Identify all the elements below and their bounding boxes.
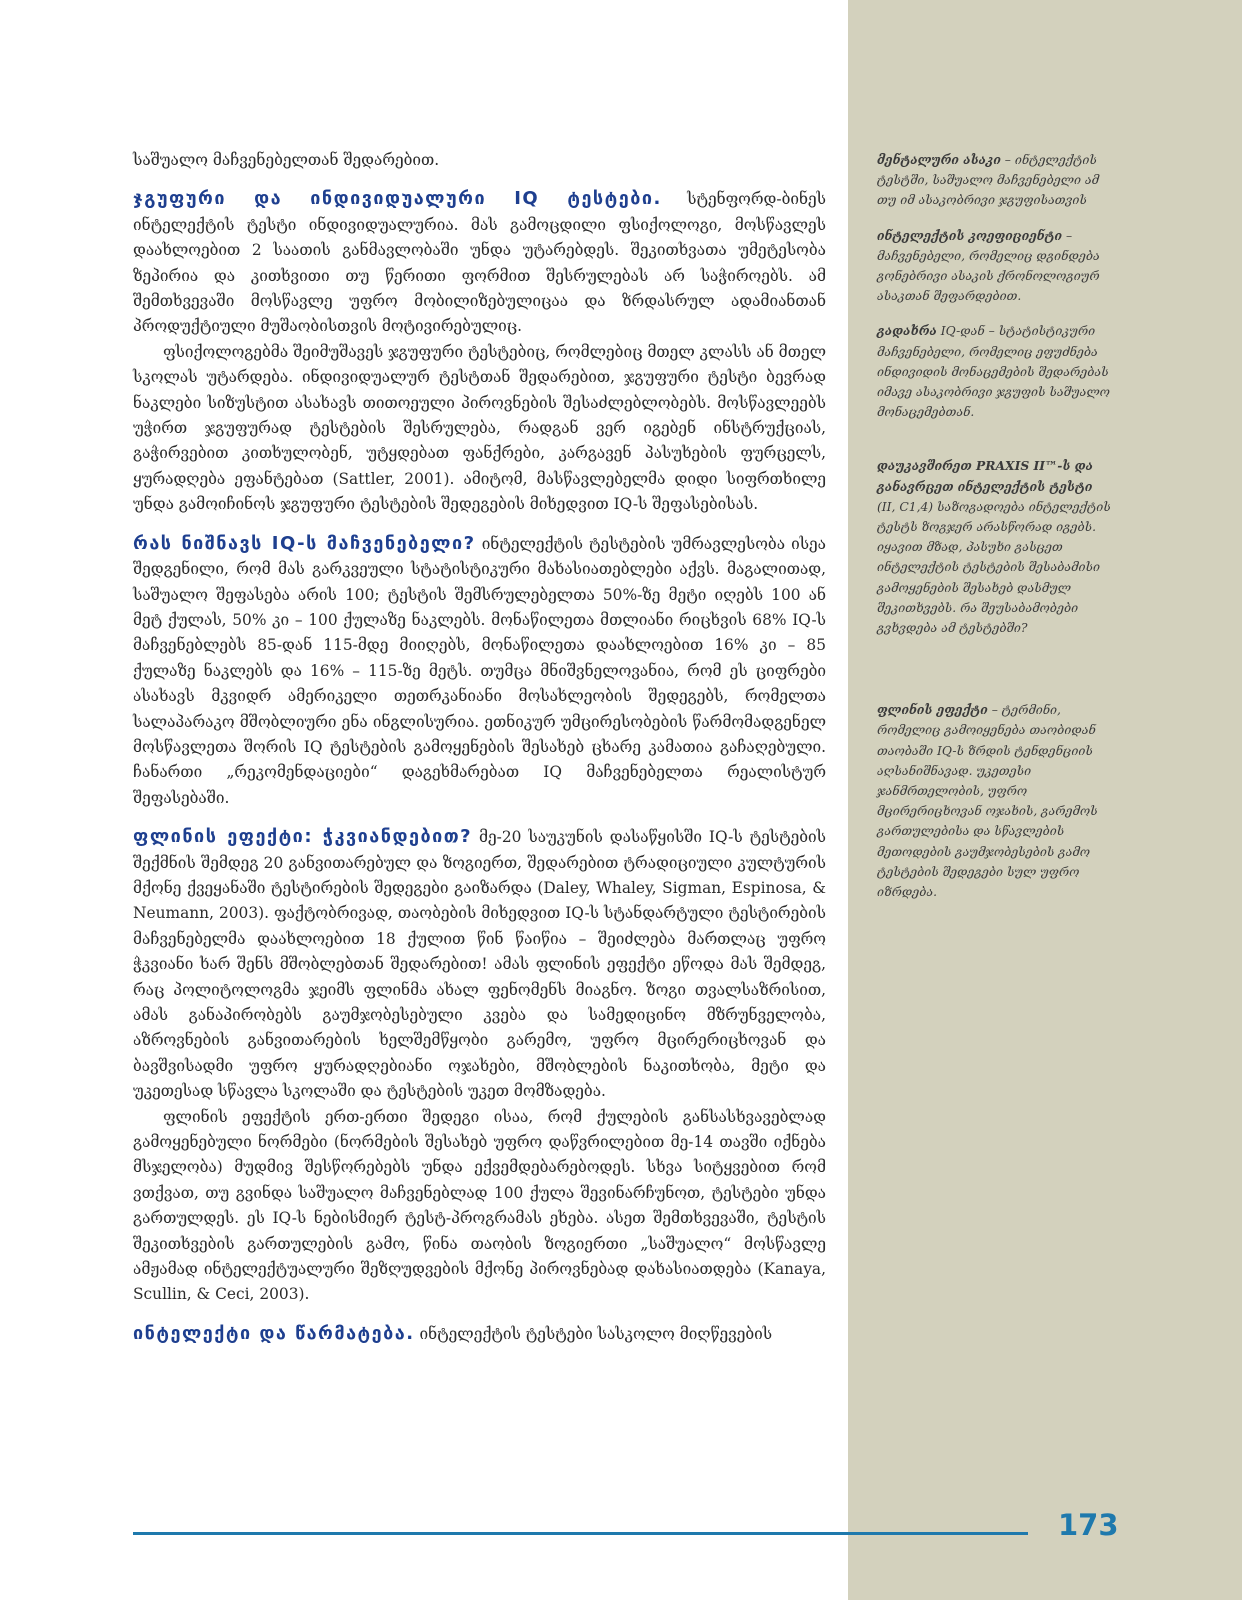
section-heading: რას ნიშნავს IQ-ს მაჩვენებელი? xyxy=(133,532,476,554)
glossary-definition: – მაჩვენებელი, რომელიც დგინდება გონებრივი ასაკის ქრონოლოგიურ ასაკთან შეფარდებით. xyxy=(877,228,1100,304)
paragraph-text: ინტელექტის ტესტები სასკოლო მიღწევების xyxy=(419,1324,773,1343)
glossary-definition: IQ-დან – სტატისტიკური მაჩვენებელი, რომელიც ეფუძნება ინდივიდის მონაცემების შედარებას იმავე ასაკობრივი ჯგუფის საშუალო მონაცემებთან. xyxy=(877,324,1110,420)
paragraph-text: სტენფორდ-ბინეს ინტელექტის ტესტი ინდივიდუალურია. მას გამოცდილი ფსიქოლოგი, მოსწავლეს დაახლოებით 2 საათის განმავლობაში უნდა უტარებდეს. შეკითხვათა უმეტესობა ზეპირია და კითხვითი თუ წერითი ფორმით შესრულებას არ საჭიროებს. ამ შემთხვევაში მოსწავლე უფრო მობილიზებულიცაა და ზრდასრულ ადამიანთან პროდუქტიული მუშაობისთვის მოტივირებულიც. xyxy=(133,190,826,336)
praxis-heading: დაუკავშირეთ PRAXIS II™-ს და განავრცეთ ინტელექტის ტესტი xyxy=(877,458,1093,494)
paragraph: ფსიქოლოგებმა შეიმუშავეს ჯგუფური ტესტებიც, რომლებიც მთელ კლასს ან მთელ სკოლას უტარდება. ინდივიდუალურ ტესტთან შედარებით, ჯგუფური ტესტი ბევრად ნაკლები სიზუსტით ასახავს თითოეული პიროვნების შესაძლებლობებს. მოსწავლეებს უჭირთ ჯგუფურად ტესტების შესრულება, რადგან ვერ იგებენ ინსტრუქციას, გაჭირვებით კითხულობენ, უტყდებათ ფანქრები, კარგავენ პასუხების ფურცელს, ყურადღება ეფანტებათ (Sattler, 2001). ამიტომ, მასწავლებელმა დიდი სიფრთხილე უნდა გამოიჩინოს ჯგუფური ტესტების შედეგების მიხედვით IQ-ს შეფასებისას. xyxy=(133,342,826,514)
glossary-term: მენტალური ასაკი xyxy=(877,152,1001,167)
praxis-connection-note xyxy=(877,456,1112,638)
glossary-entry-flynn-effect xyxy=(877,700,1112,902)
section-heading: ფლინის ეფექტი: ჭკვიანდებით? xyxy=(133,826,473,848)
intro-fragment: საშუალო მაჩვენებელთან შედარებით. xyxy=(133,151,440,169)
glossary-entry-deviation-iq xyxy=(877,321,1112,422)
page-number: 173 xyxy=(1058,1508,1119,1542)
section-heading: ინტელექტი და წარმატება. xyxy=(133,1322,415,1344)
main-text-column xyxy=(133,148,826,1347)
glossary-definition: – ტერმინი, რომელიც გამოიყენება თაობიდან თაობაში IQ-ს ზრდის ტენდენციის აღსანიშნავად. უკეთესი ჯანმრთელობის, უფრო მცირერიცხოვან ოჯახის, გარემოს გართულებისა და სწავლების მეთოდების გაუმჯობესების გამო ტესტების შედეგები სულ უფრო იზრდება. xyxy=(877,703,1098,900)
section-intelligence-success xyxy=(133,1321,826,1347)
section-iq-meaning xyxy=(133,531,826,811)
glossary-entry-iq xyxy=(877,226,1112,307)
glossary-term: ფლინის ეფექტი xyxy=(877,702,988,718)
paragraph-text: მე-20 საუკუნის დასაწყისში IQ-ს ტესტების შექმნის შემდეგ 20 განვითარებულ და ზოგიერთ, შედარებით ტრადიციული კულტურის მქონე ქვეყანაში ტესტირების შედეგები გაიზარდა (Daley, Whaley, Sigman, Espinosa, & Neumann, 2003). ფაქტობრივად, თაობების მიხედვით IQ-ს სტანდარტული ტესტირების მაჩვენებელმა დაახლოებით 18 ქულით წინ წაიწია – შეიძლება მართლაც უფრო ჭკვიანი ხარ შენს მშობლებთან შედარებით! ამას ფლინის ეფექტი ეწოდა მას შემდეგ, რაც პოლიტოლოგმა ჯეიმს ფლინმა ახალ ფენომენს მიაგნო. ზოგი თვალსაზრისით, ამას განაპირობებს გაუმჯობესებული კვება და სამედიცინო მზრუნველობა, აზროვნების განვითარების ხელშემწყობი გარემო, უფრო მცირერიცხოვან და ბავშვისადმი უფრო ყურადღებიანი ოჯახები, მშობლების ნაკითხობა, მეტი და უკეთესად სწავლა სკოლაში და ტესტების უკეთ მომზადება. xyxy=(133,828,826,1101)
glossary-entry-mental-age xyxy=(877,150,1112,211)
praxis-text: (II, C1,4) საზოგადოება ინტელექტის ტესტს ზოგჯერ არასწორად იგებს. იყავით მზად, პასუხი გასცეთ ინტელექტის ტესტების შესაბამისი გამოყენების შესახებ დასმულ შეკითხვებს. რა შეუსაბამობები გვხვდება ამ ტესტებში? xyxy=(877,499,1111,636)
paragraph: ფლინის ეფექტის ერთ-ერთი შედეგი ისაა, რომ ქულების განსასხვავებლად გამოყენებული ნორმები (ნორმების შესახებ უფრო დაწვრილებით მე-14 თავში იქნება მსჯელობა) მუდმივ შესწორებებს უნდა ექვემდებარებოდეს. სხვა სიტყვებით რომ ვთქვათ, თუ გვინდა საშუალო მაჩვენებლად 100 ქულა შევინარჩუნოთ, ტესტები უნდა გართულდეს. ეს IQ-ს ნებისმიერ ტესტ-პროგრამას ეხება. ასეთ შემთხვევაში, ტესტის შეკითხვების გართულების გამო, წინა თაობის ზოგიერთი „საშუალო“ მოსწავლე ამჟამად ინტელექტუალური შეზღუდვების მქონე პიროვნებად დახასიათდება (Kanaya, Scullin, & Ceci, 2003). xyxy=(133,1107,826,1304)
glossary-definition: – ინტელექტის ტესტში, საშუალო მაჩვენებელი ამ თუ იმ ასაკობრივი ჯგუფისათვის xyxy=(877,153,1099,208)
section-flynn-effect xyxy=(133,824,826,1104)
paragraph-text: ინტელექტის ტესტების უმრავლესობა ისეა შედგენილი, რომ მას გარკვეული სტატისტიკური მახასიათებლები აქვს. მაგალითად, საშუალო შეფასება არის 100; ტესტის შემსრულებელთა 50%-ზე მეტი იღებს 100 ან მეტ ქულას, 50% კი – 100 ქულაზე ნაკლებს. მონაწილეთა მთლიანი რიცხვის 68% IQ-ს მაჩვენებლებს 85-დან 115-მდე მიიღებს, მონაწილეთა დაახლოებით 16% კი – 85 ქულაზე ნაკლებს და 16% – 115-ზე მეტს. თუმცა მნიშვნელოვანია, რომ ეს ციფრები ასახავს მკვიდრ ამერიკელი თეთრკანიანი მოსახლეობის შედეგებს, რომელთა სალაპარაკო მშობლიური ენა ინგლისურია. ეთნიკურ უმცირესობების წარმომადგენელ მოსწავლეთა შორის IQ ტესტების გამოყენების შესახებ ცხარე კამათია გაჩაღებული. ჩანართი „რეკომენდაციები“ დაგეხმარებათ IQ მაჩვენებელთა რეალისტურ შეფასებაში. xyxy=(133,534,826,807)
section-iq-group-individual xyxy=(133,186,826,339)
glossary-term: ინტელექტის კოეფიციენტი xyxy=(877,227,1063,243)
glossary-term: გადახრა xyxy=(877,323,937,339)
section-heading: ჯგუფური და ინდივიდუალური IQ ტესტები. xyxy=(133,188,662,210)
footer-rule xyxy=(133,1532,1028,1535)
margin-glossary xyxy=(877,150,1112,917)
